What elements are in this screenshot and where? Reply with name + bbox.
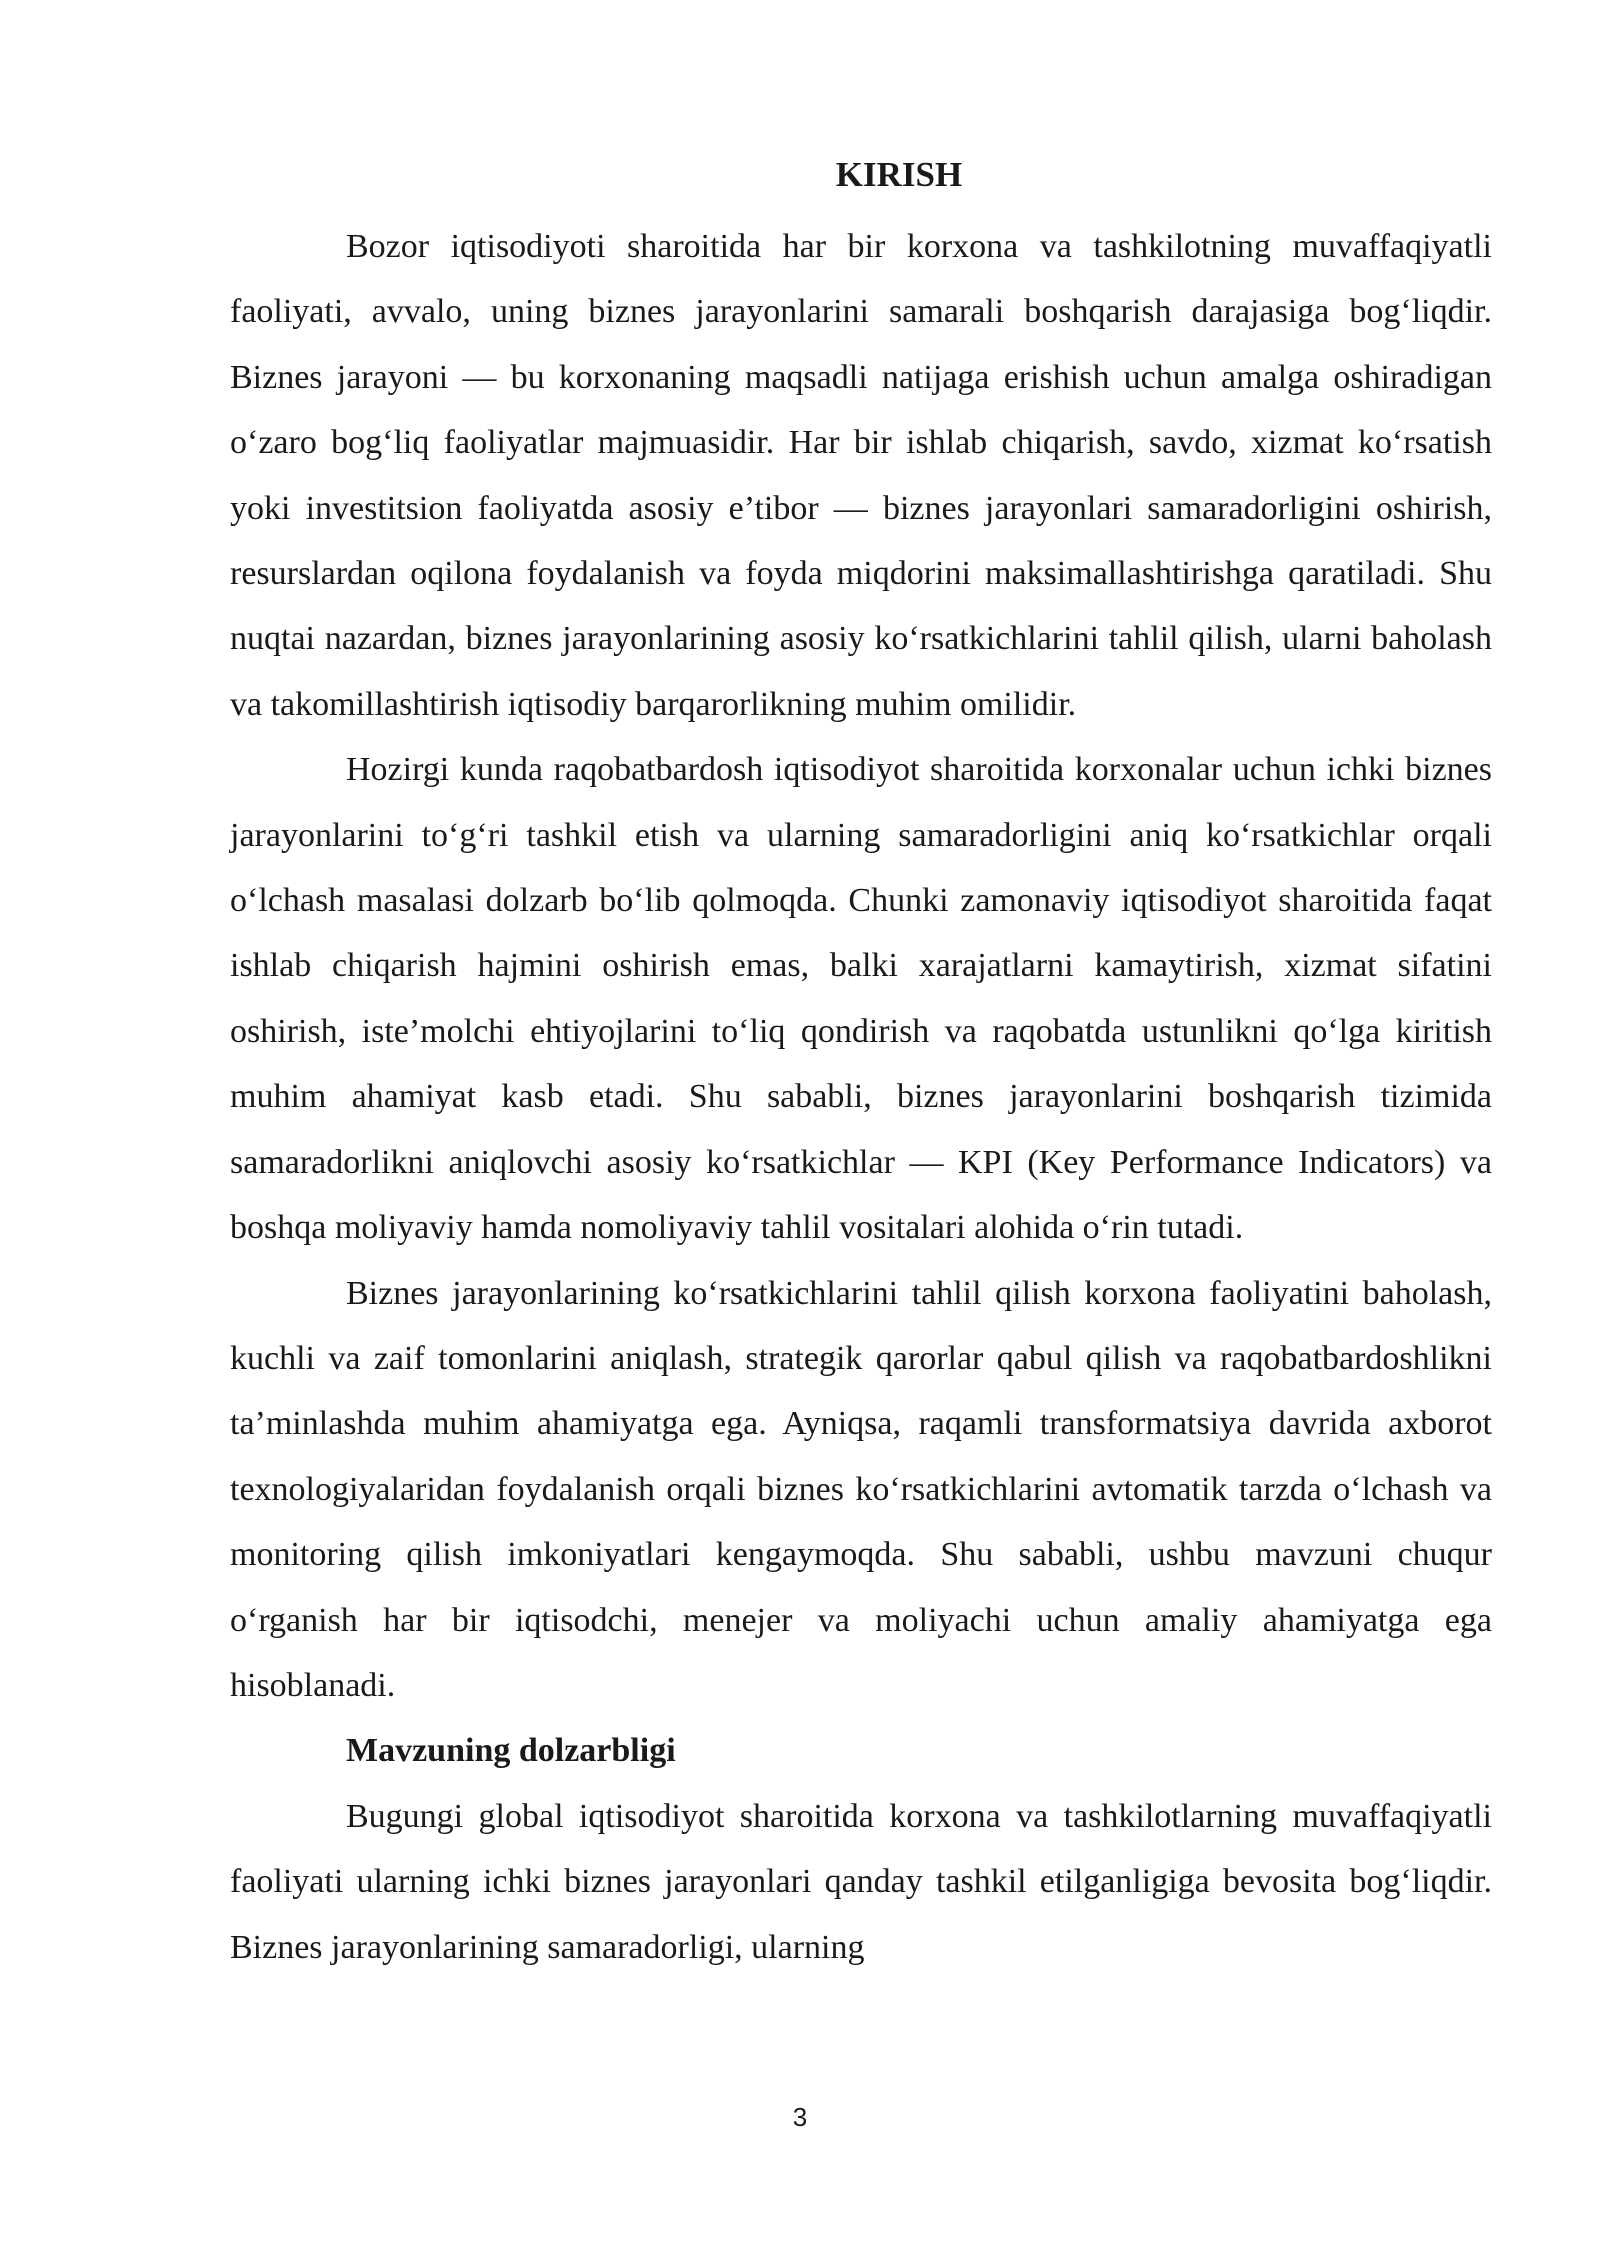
page-number: 3: [792, 2102, 808, 2132]
page-content: [230, 150, 1492, 1980]
section-title: KIRISH: [835, 155, 963, 194]
paragraph-1: Bozor iqtisodiyoti sharoitida har bir korxona va tashkilotning muvaffaqiyatli faoliyati, avvalo, uning biznes jarayonlarini samarali boshqarish darajasiga bog‘liqdir. Biznes jarayoni — bu korxonaning maqsadli natijaga erishish uchun amalga oshiradigan o‘zaro bog‘liq faoliyatlar majmuasidir. Har bir ishlab chiqarish, savdo, xizmat ko‘rsatish yoki investitsion faoliyatda asosiy e’tibor — biznes jarayonlari samaradorligini oshirish, resurslardan oqilona foydalanish va foyda miqdorini maksimallashtirishga qaratiladi. Shu nuqtai nazardan, biznes jarayonlarining asosiy ko‘rsatkichlarini tahlil qilish, ularni baholash va takomillashtirish iqtisodiy barqarorlikning muhim omilidir.: [230, 228, 1492, 723]
subsection-heading: Mavzuning dolzarbligi: [346, 1732, 676, 1770]
paragraph-4: Bugungi global iqtisodiyot sharoitida korxona va tashkilotlarning muvaffaqiyatli faoliyati ularning ichki biznes jarayonlari qanday tashkil etilganligiga bevosita bog‘liqdir. Biznes jarayonlarining samaradorligi, ularning: [230, 1797, 1492, 1966]
paragraph-2: Hozirgi kunda raqobatbardosh iqtisodiyot sharoitida korxonalar uchun ichki biznes jarayonlarini to‘g‘ri tashkil etish va ularning samaradorligini aniq ko‘rsatkichlar orqali o‘lchash masalasi dolzarb bo‘lib qolmoqda. Chunki zamonaviy iqtisodiyot sharoitida faqat ishlab chiqarish hajmini oshirish emas, balki xarajatlarni kamaytirish, xizmat sifatini oshirish, iste’molchi ehtiyojlarini to‘liq qondirish va raqobatda ustunlikni qo‘lga kiritish muhim ahamiyat kasb etadi. Shu sababli, biznes jarayonlarini boshqarish tizimida samaradorlikni aniqlovchi asosiy ko‘rsatkichlar — KPI (Key Performance Indicators) va boshqa moliyaviy hamda nomoliyaviy tahlil vositalari alohida o‘rin tutadi.: [230, 751, 1492, 1247]
paragraph-3: Biznes jarayonlarining ko‘rsatkichlarini tahlil qilish korxona faoliyatini baholash, kuchli va zaif tomonlarini aniqlash, strategik qarorlar qabul qilish va raqobatbardoshlikni ta’minlashda muhim ahamiyatga ega. Ayniqsa, raqamli transformatsiya davrida axborot texnologiyalaridan foydalanish orqali biznes ko‘rsatkichlarini avtomatik tarzda o‘lchash va monitoring qilish imkoniyatlari kengaymoqda. Shu sababli, ushbu mavzuni chuqur o‘rganish har bir iqtisodchi, menejer va moliyachi uchun amaliy ahamiyatga ega hisoblanadi.: [230, 1274, 1492, 1704]
